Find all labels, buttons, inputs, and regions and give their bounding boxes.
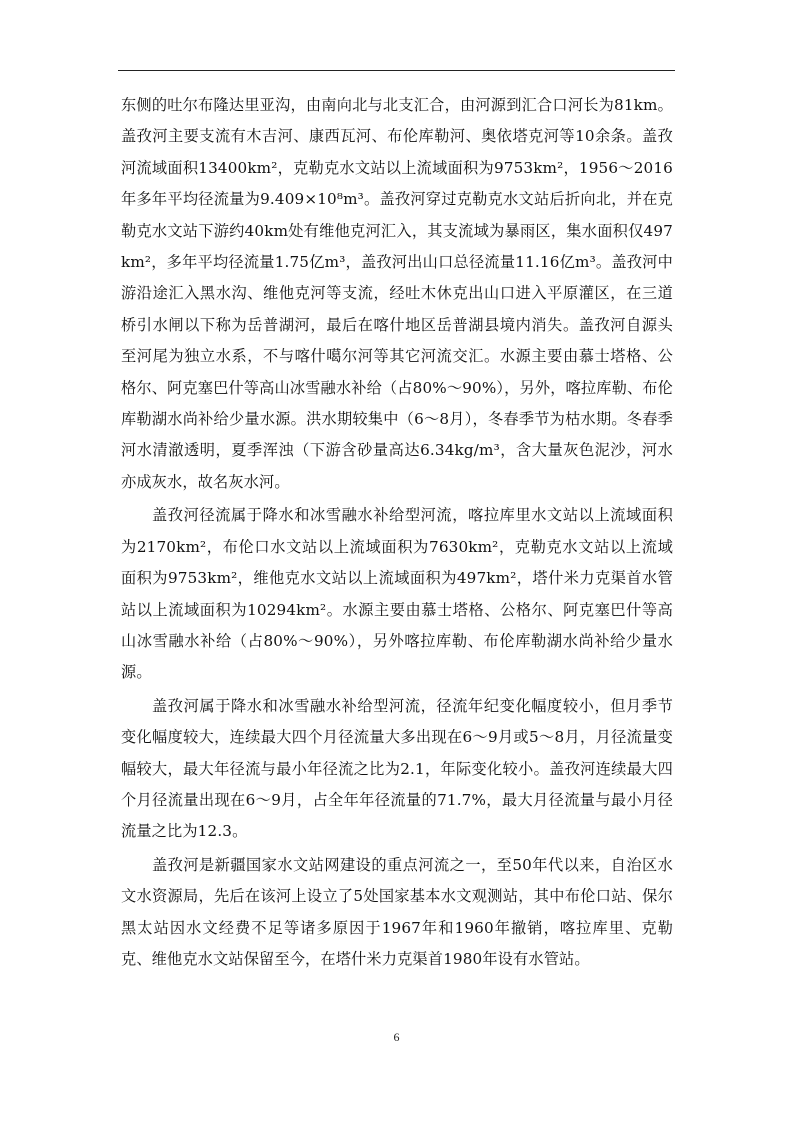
paragraph-runoff-basins: 盖孜河径流属于降水和冰雪融水补给型河流，喀拉库里水文站以上流域面积为2170km²，布伦口水文站以上流域面积为7630km²，克勒克水文站以上流域面积为9753km²，维他克水文站以上流域面积为497km²，塔什米力克渠首水管站以上流域面积为10294km²。水源主要由慕士塔格、公格尔、阿克塞巴什等高山冰雪融水补给（占80%～90%），另外喀拉库勒、布伦库勒湖水尚补给少量水源。 xyxy=(121,506,673,682)
page-number: 6 xyxy=(393,1030,400,1044)
paragraph-continuation: 东侧的吐尔布隆达里亚沟，由南向北与北支汇合，由河源到汇合口河长为81km。盖孜河主要支流有木吉河、康西瓦河、布伦库勒河、奥依塔克河等10余条。盖孜河流域面积13400km²，克勒克水文站以上流域面积为9753km²，1956～2016年多年平均径流量为9.409×10⁸m³。盖孜河穿过克勒克水文站后折向北，并在克勒克水文站下游约40km处有维他克河汇入，其支流域为暴雨区，集水面积仅497km²，多年平均径流量1.75亿m³，盖孜河出山口总径流量11.16亿m³。盖孜河中游沿途汇入黑水沟、维他克河等支流，经吐木休克出山口进入平原灌区，在三道桥引水闸以下称为岳普湖河，最后在喀什地区岳普湖县境内消失。盖孜河自源头至河尾为独立水系，不与喀什噶尔河等其它河流交汇。水源主要由慕士塔格、公格尔、阿克塞巴什等高山冰雪融水补给（占80%～90%），另外，喀拉库勒、布伦库勒湖水尚补给少量水源。洪水期较集中（6～8月），冬春季节为枯水期。冬春季河水清澈透明，夏季浑浊（下游含砂量高达6.34kg/m³，含大量灰色泥沙，河水亦成灰水，故名灰水河。 xyxy=(121,96,673,491)
paragraph-station-history: 盖孜河是新疆国家水文站网建设的重点河流之一，至50年代以来，自治区水文水资源局，先后在该河上设立了5处国家基本水文观测站，其中布伦口站、保尔黑太站因水文经费不足等诸多原因于1967年和1960年撤销，喀拉库里、克勒克、维他克水文站保留至今，在塔什米力克渠首1980年设有水管站。 xyxy=(121,855,673,968)
body-text xyxy=(121,90,673,975)
paragraph-runoff-variation: 盖孜河属于降水和冰雪融水补给型河流，径流年纪变化幅度较小，但月季节变化幅度较大，连续最大四个月径流量大多出现在6～9月或5～8月，月径流量变幅较大，最大年径流与最小年径流之比为2.1，年际变化较小。盖孜河连续最大四个月径流量出现在6～9月，占全年年径流量的71.7%，最大月径流量与最小月径流量之比为12.3。 xyxy=(121,696,673,841)
header-rule xyxy=(118,70,675,71)
